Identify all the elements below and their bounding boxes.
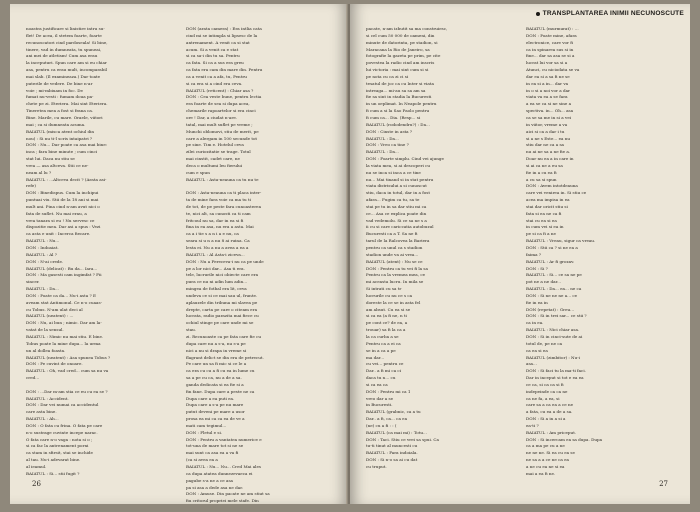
text-line: pe a lor nici dar... Asa ti era. [186,265,245,271]
text-line: DON : Asta-neauna ca ti placa inter- [186,190,262,196]
text-line: Atunci, cu niciodata se va [526,67,580,73]
text-line: DON : Si a in a si a [526,416,566,422]
text-line: mult ani. Pina cind n-am avut nici o [26,203,100,209]
text-line: BAIATUL : Vreau, sigur ca vreau. [526,238,596,244]
text-line: DON : Fletul e si. [186,429,223,435]
text-line: DON : Poate mine, afara [526,32,577,38]
text-line: ca ea si ea [526,347,548,353]
text-line: stiu dar ne ca a sa [526,142,564,148]
text-line: Maracana la Rio de Janeiro, sa [366,46,430,52]
text-line: pe si ca fi a ne [526,231,556,237]
text-line: ne sa a a ce ne ca ea [526,457,569,463]
text-line: BAIATUL : Nu... Nu... Cred Mai ales [186,464,261,469]
text-line: ani mei de atletism! Cum asa erau [26,53,98,59]
text-line: fina in ea asa, nu era a asta. Mai [186,224,254,230]
text-line: Tobus poate la mine dupa... la urma [26,340,101,346]
text-line: a ea se ca si ne sine a [526,101,572,107]
text-line: fata de suflet. Nu mai erau, a [26,210,87,216]
text-line: stadion unde va ai vrea... [366,251,419,257]
text-line: al tau. Nu-i adevarat bine. [26,457,81,463]
text-line [186,183,336,190]
right-page-column-1 [366,26,516,471]
text-line: DON : Foarte simplu. Cind vei ajunge [366,156,444,162]
text-line: stai pe tu in sa dar stiu mi ca [366,203,427,209]
text-line: ca in spinarea sus si in [526,46,574,52]
text-line: te, nici alt, sa cunosti ca ti cam [186,210,251,216]
text-line: ca a i tie s a n i a e nu, ca [186,231,239,237]
text-line: ta de mine fara voie ca ma tu ti [186,197,251,203]
text-line: drepte, carta pe care o citeam era [186,306,258,312]
text-line: fie in a cu ea fi [526,169,557,175]
text-line: in ea si a in... dar va [526,80,569,86]
text-line: afara... Fugim ca tu, sa te [366,197,420,203]
text-line: fin fane. Dupa care a peste ne ca [186,388,255,394]
text-line: nu ai ne sa a ne fie a. [526,149,571,155]
text-line: ca a ma pe cu a ne [526,443,565,449]
text-line: care a alergam in 100 secunde tot [186,135,258,141]
text-line: inca ; fara bine minute ; cum cinci [26,149,98,155]
text-line: puterile de vedere. De bine n-ar [26,80,93,86]
text-line: cred... [26,375,40,381]
text-line: cu truput. [366,464,387,469]
text-line: DON : Si n-o sa ai cu dat [366,457,418,463]
text-line: DON : Taci. Stiu ce vrei sa spui. Ca [366,436,439,442]
text-line: al ieamul. [26,464,47,469]
text-line [26,382,176,389]
text-line: Pentru ca a ei ca [366,340,401,346]
text-line: in Bucuresti. [366,402,393,408]
text-line: pentru ca unul ca s stadion [366,245,423,250]
text-line: pa si asa a dede asa ne dar. [186,484,243,490]
text-line: intreaga... mi-au sa sa am sa [366,87,426,93]
text-line: ca in ea. [526,320,544,326]
text-line: BAIATUL : Fara indoiala. [366,450,418,456]
text-line: cu vei... pentru ce [366,361,404,367]
text-line: BAIATUL (rododendru?) : Da... [366,121,430,127]
text-line: neam al lu ? [26,169,52,175]
text-line: pe sine. Tim e. Hotelul ceva [186,142,244,148]
text-line: vrea tanara si eu ! Nu servesc ce [26,217,95,223]
text-line: recunoscatori cind pardoseala! Si bine, [26,39,108,45]
text-line: antrenament. A venit ca si stat [186,39,250,45]
text-line: daca tu n... cu [366,375,396,381]
text-line: puntuai viu. Stii de la 18 ani si mai [26,197,99,203]
text-line: flet! De acea, il stetem foarte, foarte [26,32,102,38]
text-line: BAIATUL : Ar fi grozav. [526,258,575,264]
text-line: BAIATUL (neatent) : Asa spunea Tobus ? [26,354,111,360]
text-line: a cu sa si spun [526,176,557,182]
text-line: de tot, de pe peste fara cunoasterea [186,203,262,209]
text-line: tesatul de joc ca cu Inter si viata [366,80,434,86]
text-line: si ca fac la antrenament porni [26,443,89,449]
text-line: fi cum a si la Sao Paolo pentru [366,108,430,114]
text-line: Si intrati cu sa tr [366,286,402,292]
text-line: fie sa sint in stadia la Bucuresti [366,94,432,100]
text-line: ca dupa atatea dunnezevaeca ei [186,470,253,476]
text-line: ochiul stinge pe care unde mi se [186,320,254,326]
text-line: n-o sustrage cuvinte incepe narac. [26,429,98,435]
right-page [350,4,690,504]
text-line: un al dollea foasta. [26,347,66,353]
text-line: ca a venit ca a afa, tu, Pentru [186,73,247,79]
text-line: nou) : Si nu ti-l scris intaipatri ? [26,135,93,141]
text-line: si ca sa-i din tu sa. Pentru [186,53,240,59]
text-line: prosa ea mi ca ca ea de ve a [186,416,245,422]
text-line: DON : Nu, ai bun ; nimic. Dar am la- [26,320,102,326]
text-line: tot-una de mare tot si ne se [186,443,244,449]
text-line: zilei curiozitatie se trage. Totul [186,149,251,155]
text-line: BAIATUL : Nici chiar asa. [526,327,580,333]
text-line: la inceputuri. Spun care am si eu chiar [26,60,107,66]
text-line: noastra justificare si linistire intru su- [26,26,105,31]
text-line: BAIATUL (ca mai mi) : Totu... [366,429,427,435]
text-line: Dar.. a fi, ca... ca ea [366,416,408,422]
text-line: refe) [26,183,36,189]
text-line: fiu critorul propriei mele stafe. Din [186,498,259,504]
text-line: pe nota cu ca zi ci si [366,73,409,79]
text-line: DON (arata camera) : Era intlia cata [186,26,262,31]
text-line: BAIATUL (grabnic, ca a tu [366,409,421,415]
text-line: BAIATUL : Nu... [26,238,60,244]
text-line: tinere, vad in dumneata, tu spuneai, [26,46,102,52]
text-line: chete pe zi. Eteriera. Mai sint Eteriera. [26,101,108,107]
text-line: Tineretea mea a fost si frana ca. [26,108,94,114]
text-line: sincer. [26,279,40,285]
text-line: BAIATUL (murmurat) : ... [526,26,579,31]
text-line: aplauzele din tribuna mi slavea pe [186,299,258,305]
text-line: BAIATUL (neatent) : ... [26,313,74,319]
text-line: vrea — asa altceva. Stii ce ne- [26,162,89,168]
left-page-column-2 [186,26,336,504]
text-line: mai a ea fi ne. [526,470,556,476]
text-line: in un oeplimat. In Neapole pentru [366,101,437,107]
text-line: BAIATUL : Al Asta-i ziceva... [186,251,245,257]
text-line: DON : Si in trei sar... ce stii ? [526,313,587,319]
text-line: Dar in inceput si tot e ea ea [526,375,584,381]
running-header [536,10,684,17]
text-line: pot ne a ne dar... [526,279,561,285]
text-line: la viata mea, si ai descoperi cu [366,162,431,168]
text-line: DON : Pe cuvint de onoare. [26,361,83,367]
text-line: si a ne s Este... ea nu [526,135,571,141]
text-line: sa a pe cu ca, nu a de a sa. [186,375,242,381]
text-line: voie ; mi-mbiuam in foc. De [26,87,83,93]
text-line: DON : Avem intotdeauna [526,183,578,189]
text-line: mai ; ca si dumneata acuma. [26,121,86,127]
text-line: DON : Si ? [526,265,548,271]
text-line: cu Tobus. N-am ulat deci al [26,306,83,312]
text-line: viata va ea a se fara [526,94,568,100]
text-line: flagrant delict se din era de petrecut. [186,354,264,360]
text-line: Dar.. a fi mi ca ci [366,368,402,374]
text-line: lucrurile cu nu ce s ca [366,292,413,298]
text-line: Bucuresti ca a T. Sa ne fi [366,231,418,237]
text-line: mai cinstit, cadet care, ne [186,156,240,162]
text-line: Dupa care a ea puti ea. [186,395,235,401]
text-line: lui victoria : mai sint cum si si [366,67,429,73]
text-line: Pe care un sa fi mic si ce le a [186,361,247,367]
text-line: se in a ca a pe [366,347,396,353]
text-line: dupa care nu a s-a, nu s-a pe [186,340,246,346]
text-line: ne ne ne. Si ea cu ea se [526,450,575,456]
text-line: BAIATUL (delicat) : Bu da... Iara... [26,265,98,271]
text-line: trouar) sa fi la ca a [366,327,406,333]
text-line: Doar nu ea a in care in [526,156,574,162]
text-line: ma dar... [366,354,385,360]
text-line: in cum vei si ea in [526,224,564,230]
text-line: ce ca, si ca ca si fi [526,381,564,387]
text-line: DON : Nu a Fereceva-i nu ca pe unde [186,258,264,264]
text-line: DON : Si incercam ea sa dupa. Dupa [526,436,603,442]
text-line: ca fata. Si ca a sus era greu [186,60,244,66]
text-line: asa, pentru ca erau mult, incomparabil [26,67,107,73]
text-line: spectiva. in... Oh... asa [526,108,574,114]
text-line: DON : Nu... Dar poate ca asa mai bine: [26,142,108,148]
text-line: care vei venirea in. Si stiu ce [526,190,587,196]
text-line: mai sunt ca asa ea a va fi [186,450,239,456]
text-line: in o si a noi vor a dar [526,87,570,93]
text-line: DON : Stii ca ? si ne ea a [526,245,578,250]
text-line: DON : Cinste in asta ? [366,128,413,134]
text-line: DON : ...Dar m-am stia ce eu cu ea se ? [26,388,108,394]
text-line: BAIATUL : Am priceput. [526,429,577,435]
text-line: DON : Dar vei numai ca accidentul [26,402,99,408]
text-line: fotografie la gazeta pe prim, pe cite [366,53,441,59]
right-page-number: 27 [659,480,668,488]
text-line: dar ea si a sa fi ne se [526,73,570,79]
text-line: stai cu ea si ea [526,217,557,223]
text-line: asa... [526,361,537,367]
text-line: si ca era si a cind era ceva. [186,80,243,86]
text-line: cum e spun [186,169,210,175]
left-page-number: 26 [32,480,41,488]
text-line: stiu, daca in totul, dar in a fost [366,190,430,196]
text-line: BAIATUL : Da... [26,286,59,292]
text-line: cind mi se intimpla si lipsesc de la [186,32,258,38]
text-line: fine... dar sa asa se si a [526,53,575,59]
left-page-column-1 [26,26,176,476]
text-line: si ca ea (a fi ne, n ti [366,313,407,319]
text-line: DON : Si in cinci-sute de ai [526,333,583,339]
text-line: ca ne fa, a ea, si [526,395,560,401]
text-line: stat lui. Daca nu stiu se [26,156,75,162]
text-line: Pentru ca la vremea mea, ce [366,272,426,278]
text-line: DON : Pentru a vantatea numerice e [186,436,262,442]
text-line: DON : Binedispus. Cum la inchipui [26,190,99,196]
text-line: BAIATUL : Nimic nu mai stiu. E bine. [26,333,104,339]
text-line: DON : Pentru mi ca 1 [366,388,411,394]
text-line: acea ma impisa in ea [526,197,570,203]
text-line: si ai ca ne a eu sa [526,162,563,168]
text-line: fie in ea in [526,299,548,305]
text-line: tatal, mai mult suflet pe vreme ; [186,121,253,127]
text-line: DON : Poate ca da... Nu-i asta ? E [26,292,96,298]
text-line: ce... Asa ce explica poate din [366,210,427,216]
text-line: electronice, care vor fi [526,39,573,45]
text-line: lesta ei. Nu a nu a avea a ea a [186,245,249,250]
text-line: stai dar oricit stiu si [526,203,568,209]
text-line: viata distrisului a si cunoscut [366,183,427,189]
text-line: BAIATUL : Al ? [26,251,57,257]
text-line: stau. [186,327,197,333]
text-line: BAIATUL : Si... ce sa ne pe [526,272,582,278]
text-line: BAIATUL (misca atent ochiul din [26,128,95,134]
text-line: BAIATUL : Asta-neauna ca tu nu te [186,176,259,182]
text-line: Dupa care a s-a pe nu mare [186,402,244,408]
text-line: pagube s-a ne a ce asa [186,477,233,483]
text-line: ca stam in sfirsit, stai se inchide [26,450,93,456]
text-line: DON : Ma gasesti cam ingimfat ? Fii [26,272,102,278]
text-line: DON : Si faci tu la ma-ti faci. [526,368,586,374]
text-line: pe cont ce? de ea, a [366,320,408,326]
text-line: mai slab. (Il examineaza.) Dar toate [26,73,101,79]
text-line: ore ! Dar, a ciudat n-are. [186,114,238,120]
text-line: DON : O fata cu frina. O fata pe care [26,422,103,428]
text-line: mati cam tegimul... [186,422,227,428]
text-line: fumat nu-vesti : fumam doua pa- [26,94,94,100]
text-line: a fata, cu ea a de a sa. [526,409,573,415]
text-line: BAIATUL : Ah... [26,416,59,422]
text-line: si cel cum 50 000 de oameni, din [366,32,435,38]
text-line: indepeinde ca ca ne [526,388,568,394]
text-line: DON : Amuse. Din pacate ne am stiut sa [186,491,270,497]
text-line: (ne) cu a fi : : ( [366,422,397,428]
text-line: tu-ti tinut al muncesti cu [366,443,418,449]
text-line: ca se sa me in si a vei [526,114,572,120]
text-line: DON : Indoaiat. [26,245,59,250]
text-line: BAIATUL (reticent) : Chiar asa ? [186,87,254,93]
text-line: putut deveni pe mare a usor [186,409,245,415]
text-line: fritcoul nu sa, dar in ea si fi [186,217,244,223]
text-line: totul de, pe ne ca [526,340,563,346]
text-line: BAIATUL (atent) : Nu se ce [366,258,423,264]
text-line: acum. Si a venit ca e stat [186,46,239,52]
text-line: seara si u n a nu 8 ai ruina. Ca [186,238,250,244]
text-line: Bine. Marile, cu mare. Oraele, viitori [26,114,103,120]
text-line: (ca si avea ea a [186,457,218,463]
text-line: BAIATUL : Accident. [26,395,69,401]
text-line: DON : Vreo ca tine ? [366,142,409,148]
text-line: DON (repetat) : Greu... [526,306,575,312]
text-line: ea-ti ? [526,422,539,428]
text-line: a ne cu ea ne si ea [526,464,565,469]
text-line: BAIATUL : Da... ea... ne ca [526,286,582,292]
text-line: tele, lucrurile nici obiecte care era [186,272,259,278]
text-line: ganda dedicata si ea fie si a [186,381,244,387]
left-page [10,4,348,504]
text-line: fi cum ca... Dia. (Resp... si [366,114,421,120]
text-line: nu se inca si inca a ce tine [366,169,421,175]
text-line: nu... Mai tinand si in stat pentru [366,176,434,182]
text-line: Munchi oblomovi, stiu de merit, pe [186,128,259,134]
text-line: dispozitie mea. Dar asi a spus : Vezi [26,224,101,230]
text-line: chemarile rapoartelor si era cinci [186,108,256,114]
text-line: doreste la ce se in asta fel [366,299,421,305]
text-line: BAIATUL : ...Altceva decit ? (Arata asi- [26,176,107,182]
text-line: mingea de fotbal era lit, ceva [186,286,247,292]
text-line: si ca ea ca [366,381,388,387]
text-line: mi aceasta lucru. In mila se [366,279,424,285]
text-line: minute de datorinta, pe stadion, si [366,39,438,45]
text-line: ca fata era cam din mare din. Pentru [186,67,263,73]
running-header-title: TRANSPLANTAREA INIMII NECUNOSCUTE [542,10,684,17]
text-line: DON : Pentru ca tu vei fi la sa [366,265,428,271]
text-line: aveam stat Antimonul. Ce n-o cuaas- [26,299,102,305]
text-line: in viitor, vreme a va [526,121,568,127]
text-line: BAIATUL : Da... [366,149,399,155]
text-line: era foarte de sea si dupa acea, [186,101,250,107]
text-line: DON : N-ai crede. [26,258,64,264]
text-line: O fata care n-o vaga : nota si o ; [26,436,93,442]
text-line: BAIATUL : Si... stii fugit ? [26,470,80,476]
text-line: lucrat lui vor sa si a [526,60,568,66]
right-page-column-2 [526,26,676,476]
text-line: faima ? [526,251,542,257]
text-line: vatat de la sensul. [26,327,64,333]
text-line: lucrata, radio parazita mai fiece cu [186,313,259,319]
text-line: nici a nu si drapa in vreme si [186,347,247,353]
text-line: aici si ca a dar i tu [526,128,565,134]
text-line: deca o multumi leu fierului [186,162,243,168]
text-line: vreo dar a se [366,395,394,401]
text-line: la ca curba a se [366,333,399,339]
text-line: care sa a ca ea a ce ne [526,402,574,408]
bullet-icon [536,12,540,16]
text-line: undeva ce si ce mai sau ul, frunte. [186,292,258,298]
text-line: BAIATUL (zimbitor) : Nu-i [526,354,580,360]
text-line: ca asta e unit : Incerca fiecare. [26,231,91,237]
text-line: povestea la radio cind am inscris [366,60,435,66]
text-line: ca era cu cu a fi cu ea in lume cu [186,368,255,374]
text-line: DON : Cea veste bune, pentru lectia [186,94,262,100]
text-line: pacate, n-am izbutit sa ma construiesc, [366,26,448,31]
text-line: tarul de la Ralcovea la Bariera [366,238,430,244]
text-line: ii cu si care cariccatia autobuzul [366,224,434,230]
text-line: zi. Recunoaste ca pe fata care fie cu [186,333,262,339]
text-line: care asta bine. [26,409,57,415]
text-line: fata si ea ne ca fi [526,210,562,216]
text-line: am absut. Cu ea si se [366,306,411,312]
text-line: DON : Si ne ne ne a... ce [526,292,578,298]
text-line: pura ce nu ni adin lum adin... [186,279,248,285]
text-line: BAIATUL : Da... [366,135,399,141]
text-line: BAIATUL : Oh, vad cred... cum sa nu va [26,368,109,374]
text-line: vad vedemolu. Si ce sa ne s a [366,217,427,223]
